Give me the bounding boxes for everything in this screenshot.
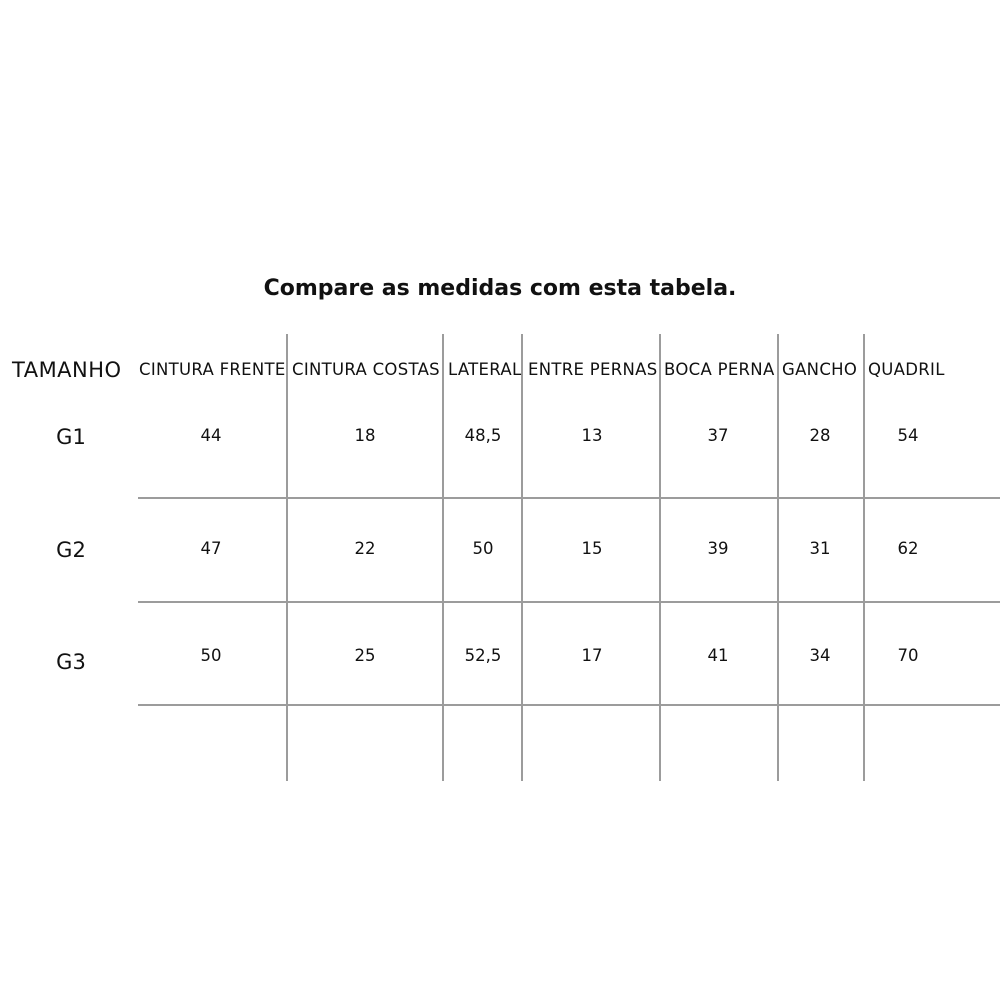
grid-hline bbox=[138, 601, 1000, 603]
column-header-quadril: QUADRIL bbox=[868, 360, 945, 379]
grid-hline bbox=[138, 704, 1000, 706]
table-cell: 47 bbox=[200, 539, 222, 558]
table-cell: 41 bbox=[707, 646, 729, 665]
table-cell: 25 bbox=[354, 646, 376, 665]
column-header-entre-pernas: ENTRE PERNAS bbox=[528, 360, 658, 379]
grid-vline bbox=[777, 334, 779, 781]
size-column-header: TAMANHO bbox=[12, 358, 122, 382]
grid-vline bbox=[863, 334, 865, 781]
size-label-g3: G3 bbox=[56, 650, 86, 674]
table-cell: 48,5 bbox=[464, 426, 502, 445]
column-header-gancho: GANCHO bbox=[782, 360, 858, 379]
table-cell: 44 bbox=[200, 426, 222, 445]
table-cell: 28 bbox=[809, 426, 831, 445]
table-cell: 22 bbox=[354, 539, 376, 558]
table-cell: 18 bbox=[354, 426, 376, 445]
table-cell: 50 bbox=[472, 539, 494, 558]
table-cell: 17 bbox=[581, 646, 603, 665]
table-cell: 50 bbox=[200, 646, 222, 665]
table-cell: 62 bbox=[897, 539, 919, 558]
grid-vline bbox=[286, 334, 288, 781]
column-header-cintura-frente: CINTURA FRENTE bbox=[139, 360, 286, 379]
grid-vline bbox=[659, 334, 661, 781]
table-cell: 70 bbox=[897, 646, 919, 665]
page-title: Compare as medidas com esta tabela. bbox=[263, 276, 737, 301]
size-label-g1: G1 bbox=[56, 425, 86, 449]
grid-hline bbox=[138, 497, 1000, 499]
table-cell: 39 bbox=[707, 539, 729, 558]
column-header-lateral: LATERAL bbox=[448, 360, 522, 379]
table-cell: 37 bbox=[707, 426, 729, 445]
table-cell: 34 bbox=[809, 646, 831, 665]
column-header-cintura-costas: CINTURA COSTAS bbox=[292, 360, 440, 379]
table-cell: 31 bbox=[809, 539, 831, 558]
table-cell: 54 bbox=[897, 426, 919, 445]
table-cell: 52,5 bbox=[464, 646, 502, 665]
table-cell: 15 bbox=[581, 539, 603, 558]
size-label-g2: G2 bbox=[56, 538, 86, 562]
table-cell: 13 bbox=[581, 426, 603, 445]
column-header-boca-perna: BOCA PERNA bbox=[664, 360, 775, 379]
